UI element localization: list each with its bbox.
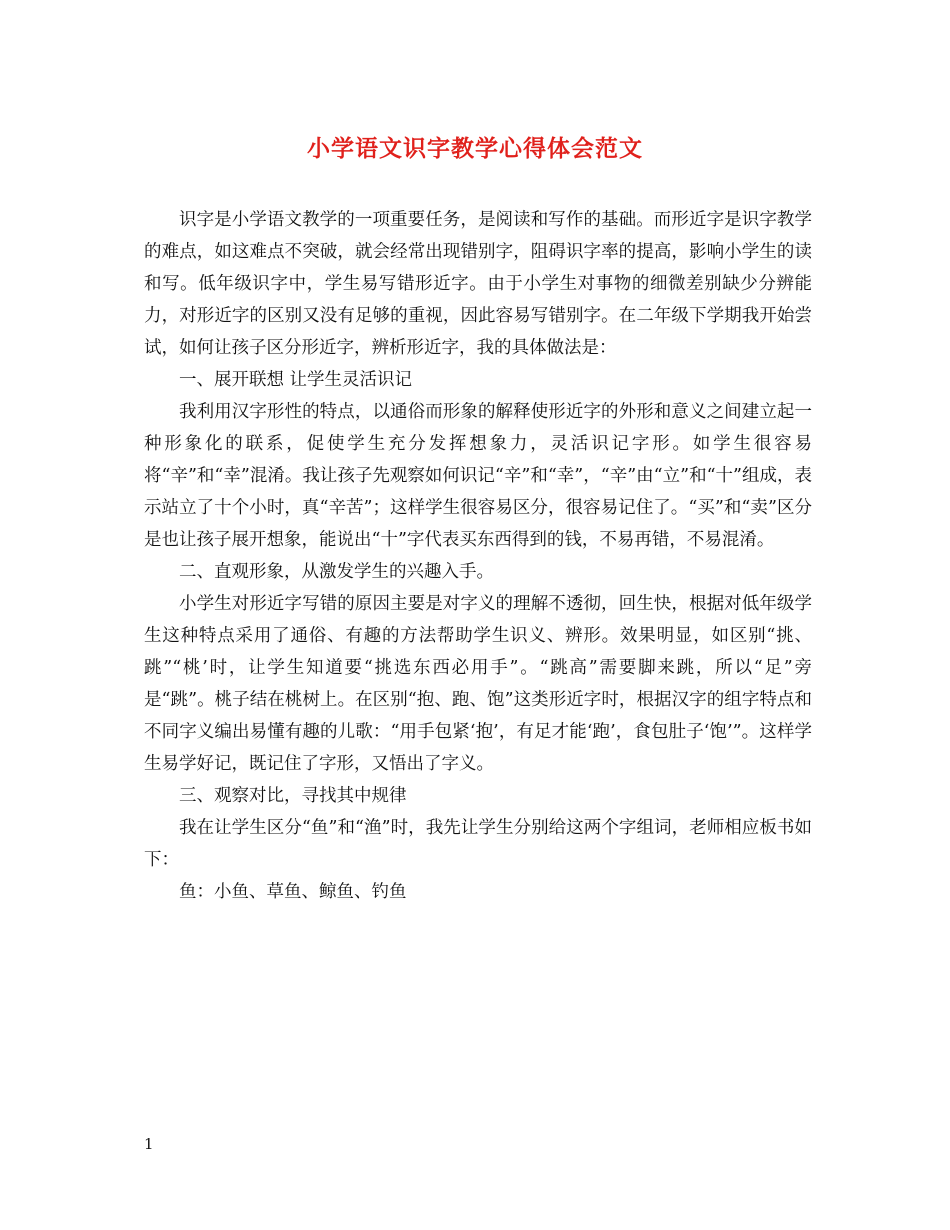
word-list-line: 鱼：小鱼、草鱼、鲸鱼、钓鱼 <box>179 882 407 902</box>
section-1-paragraph: 我利用汉字形性的特点，以通俗而形象的解释使形近字的外形和意义之间建立起一种形象化的联系，促使学生充分发挥想象力，灵活识记字形。如学生很容易将“辛”和“幸”混淆。我让孩子先观察如何识记“辛”和“幸”，“辛”由“立”和“十”组成，表示站立了十个小时，真“辛苦”；这样学生很容易区分，很容易记住了。“买”和“卖”区分是也让孩子展开想象，能说出“十”字代表买东西得到的钱，不易再错，不易混淆。 <box>144 402 812 550</box>
document-body <box>144 204 812 908</box>
intro-paragraph: 识字是小学语文教学的一项重要任务，是阅读和写作的基础。而形近字是识字教学的难点，如这难点不突破，就会经常出现错别字，阻碍识字率的提高，影响小学生的读和写。低年级识字中，学生易写错形近字。由于小学生对事物的细微差别缺少分辨能力，对形近字的区别又没有足够的重视，因此容易写错别字。在二年级下学期我开始尝试，如何让孩子区分形近字，辨析形近字，我的具体做法是： <box>144 210 812 358</box>
section-heading-3: 三、观察对比，寻找其中规律 <box>179 786 407 806</box>
section-2-paragraph: 小学生对形近字写错的原因主要是对字义的理解不透彻，回生快，根据对低年级学生这种特点采用了通俗、有趣的方法帮助学生识义、辨形。效果明显，如区别“挑、跳”“桃’时，让学生知道要“挑选东西必用手”。“跳高”需要脚来跳，所以“足”旁是“跳”。桃子结在桃树上。在区别“抱、跑、饱”这类形近字时，根据汉字的组字特点和不同字义编出易懂有趣的儿歌：“用手包紧‘抱’，有足才能‘跑’，食包肚子‘饱’”。这样学生易学好记，既记住了字形，又悟出了字义。 <box>144 594 812 774</box>
section-heading-1: 一、展开联想 让学生灵活识记 <box>179 370 413 390</box>
page-number: 1 <box>144 1135 154 1153</box>
document-title: 小学语文识字教学心得体会范文 <box>307 135 643 162</box>
section-heading-2: 二、直观形象，从激发学生的兴趣入手。 <box>179 562 494 582</box>
section-3-paragraph: 我在让学生区分“鱼”和“渔”时，我先让学生分别给这两个字组词，老师相应板书如下： <box>144 818 812 870</box>
